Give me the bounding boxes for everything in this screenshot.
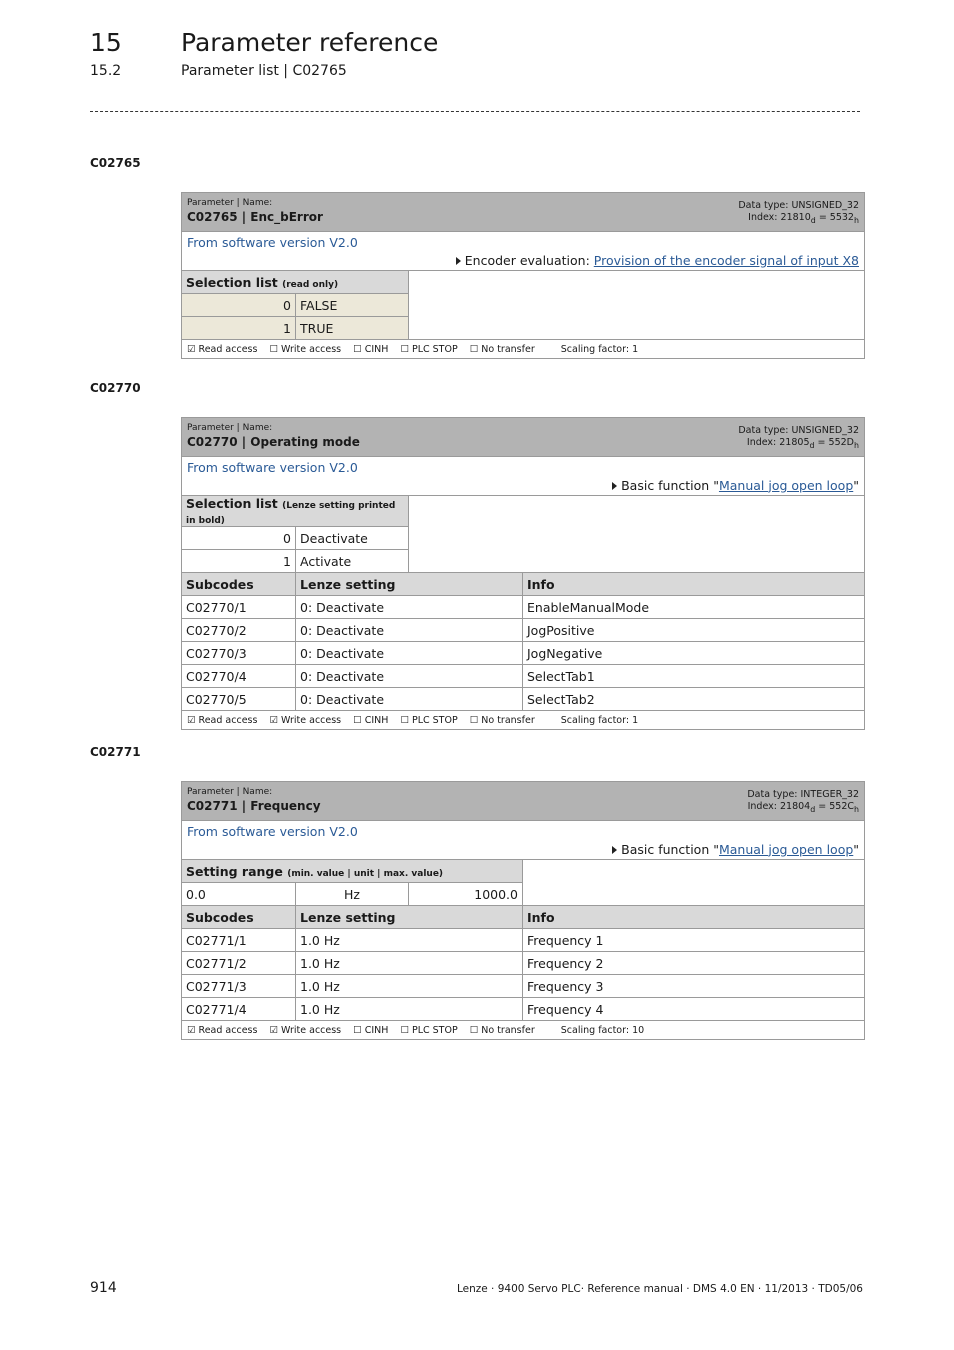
option-value: 0 [182, 527, 296, 550]
param-label: Parameter | Name: [187, 786, 273, 797]
no-transfer-flag: ☐ No transfer [469, 343, 535, 355]
table-row [182, 642, 865, 665]
version-row [182, 457, 865, 496]
subcode-cell: C02770/5 [182, 688, 296, 711]
scaling-factor: Scaling factor: 1 [560, 343, 639, 355]
info-cell: SelectTab1 [523, 665, 865, 688]
subcode-cell: C02771/1 [182, 929, 296, 952]
param-datatype-block [738, 200, 859, 227]
blank-cell [409, 496, 865, 573]
param-index: Index: $21810_d = 5532_h$ [748, 211, 859, 225]
param-heading: C02770 [90, 381, 141, 395]
param-name: C02770 | Operating mode [187, 434, 360, 449]
param-datatype-block [747, 789, 859, 816]
param-header [182, 418, 865, 457]
reference-link[interactable]: Provision of the encoder signal of input X8 [593, 252, 859, 268]
access-footer [182, 711, 865, 730]
param-table-c02765 [181, 192, 865, 359]
param-label: Parameter | Name: [187, 422, 273, 433]
range-unit: Hz [296, 883, 409, 906]
triangle-right-icon [456, 257, 461, 265]
lenze-setting-cell: 0: Deactivate [296, 665, 523, 688]
cinh-flag: ☐ CINH [353, 343, 389, 355]
lenze-setting-cell: 0: Deactivate [296, 619, 523, 642]
data-type: Data type: UNSIGNED_32 [738, 199, 859, 211]
info-cell: Frequency 4 [523, 998, 865, 1021]
info-cell: Frequency 2 [523, 952, 865, 975]
page-number: 914 [90, 1280, 117, 1296]
version-row [182, 232, 865, 271]
table-row [182, 665, 865, 688]
table-row [182, 998, 865, 1021]
lenze-setting-cell: 1.0 Hz [296, 952, 523, 975]
triangle-right-icon [612, 482, 617, 490]
scaling-factor: Scaling factor: 10 [560, 1024, 645, 1036]
column-header-info: Info [523, 906, 865, 929]
read-access: ☑ Read access [187, 714, 258, 726]
lenze-setting-cell: 1.0 Hz [296, 998, 523, 1021]
table-row [182, 929, 865, 952]
param-header [182, 782, 865, 821]
setting-range-title: Setting range (min. value | unit | max. value) [182, 860, 523, 883]
table-row [182, 952, 865, 975]
plc-stop-flag: ☐ PLC STOP [400, 714, 458, 726]
document-info: Lenze · 9400 Servo PLC· Reference manual · DMS 4.0 EN · 11/2013 · TD05/06 [456, 1283, 863, 1295]
lenze-setting-cell: 1.0 Hz [296, 975, 523, 998]
info-cell: SelectTab2 [523, 688, 865, 711]
column-header-subcodes: Subcodes [182, 573, 296, 596]
subcode-cell: C02771/3 [182, 975, 296, 998]
column-header-lenze-setting: Lenze setting [296, 906, 523, 929]
param-table-c02771 [181, 781, 865, 1040]
software-version: From software version V2.0 [187, 234, 358, 250]
info-cell: Frequency 1 [523, 929, 865, 952]
access-footer [182, 340, 865, 359]
cinh-flag: ☐ CINH [353, 714, 389, 726]
param-datatype-block [738, 425, 859, 452]
info-cell: JogNegative [523, 642, 865, 665]
param-label: Parameter | Name: [187, 197, 273, 208]
option-value: 0 [182, 294, 296, 317]
lenze-setting-cell: 1.0 Hz [296, 929, 523, 952]
column-header-lenze-setting: Lenze setting [296, 573, 523, 596]
version-row [182, 821, 865, 860]
option-label: Activate [296, 550, 409, 573]
subcode-cell: C02771/2 [182, 952, 296, 975]
section-title: Parameter list | C02765 [181, 63, 347, 79]
option-value: 1 [182, 317, 296, 340]
plc-stop-flag: ☐ PLC STOP [400, 343, 458, 355]
plc-stop-flag: ☐ PLC STOP [400, 1024, 458, 1036]
lenze-setting-cell: 0: Deactivate [296, 642, 523, 665]
access-footer [182, 1021, 865, 1040]
option-label: Deactivate [296, 527, 409, 550]
cross-reference: Encoder evaluation: Provision of the encoder signal of input X8 [187, 253, 859, 268]
subcode-cell: C02770/4 [182, 665, 296, 688]
read-access: ☑ Read access [187, 1024, 258, 1036]
blank-cell [409, 271, 865, 340]
write-access: ☑ Write access [269, 1024, 342, 1036]
chapter-number: 15 [90, 28, 122, 57]
write-access: ☑ Write access [269, 714, 342, 726]
section-number: 15.2 [90, 63, 122, 79]
table-row [182, 619, 865, 642]
option-label: TRUE [296, 317, 409, 340]
selection-list-title: Selection list (read only) [182, 271, 409, 294]
triangle-right-icon [612, 846, 617, 854]
subcode-cell: C02771/4 [182, 998, 296, 1021]
table-row [182, 596, 865, 619]
software-version: From software version V2.0 [187, 823, 358, 839]
param-index: Index: $21804_d = 552C_h$ [747, 800, 860, 814]
range-max: 1000.0 [409, 883, 523, 906]
cross-reference: Basic function "Manual jog open loop" [187, 478, 859, 493]
param-name: C02765 | Enc_bError [187, 209, 323, 224]
read-access: ☑ Read access [187, 343, 258, 355]
option-value: 1 [182, 550, 296, 573]
range-min: 0.0 [182, 883, 296, 906]
param-name: C02771 | Frequency [187, 798, 321, 813]
no-transfer-flag: ☐ No transfer [469, 1024, 535, 1036]
chapter-title: Parameter reference [181, 28, 439, 57]
info-cell: JogPositive [523, 619, 865, 642]
column-header-subcodes: Subcodes [182, 906, 296, 929]
table-row [182, 688, 865, 711]
scaling-factor: Scaling factor: 1 [560, 714, 639, 726]
param-heading: C02765 [90, 156, 141, 170]
write-access: ☐ Write access [269, 343, 342, 355]
selection-list-title: Selection list (Lenze setting printed in bold) [182, 496, 409, 527]
cinh-flag: ☐ CINH [353, 1024, 389, 1036]
param-table-c02770 [181, 417, 865, 730]
data-type: Data type: UNSIGNED_32 [738, 424, 859, 436]
blank-cell [523, 860, 865, 906]
no-transfer-flag: ☐ No transfer [469, 714, 535, 726]
param-header [182, 193, 865, 232]
cross-reference: Basic function "Manual jog open loop" [187, 842, 859, 857]
lenze-setting-cell: 0: Deactivate [296, 688, 523, 711]
param-heading: C02771 [90, 745, 141, 759]
data-type: Data type: INTEGER_32 [747, 788, 860, 800]
info-cell: EnableManualMode [523, 596, 865, 619]
info-cell: Frequency 3 [523, 975, 865, 998]
column-header-info: Info [523, 573, 865, 596]
subcode-cell: C02770/2 [182, 619, 296, 642]
subcode-cell: C02770/3 [182, 642, 296, 665]
param-index: Index: $21805_d = 552D_h$ [746, 436, 859, 450]
reference-link[interactable]: Manual jog open loop [718, 841, 854, 857]
table-row [182, 975, 865, 998]
reference-link[interactable]: Manual jog open loop [718, 477, 854, 493]
subcode-cell: C02770/1 [182, 596, 296, 619]
software-version: From software version V2.0 [187, 459, 358, 475]
header-divider [90, 111, 860, 112]
lenze-setting-cell: 0: Deactivate [296, 596, 523, 619]
option-label: FALSE [296, 294, 409, 317]
